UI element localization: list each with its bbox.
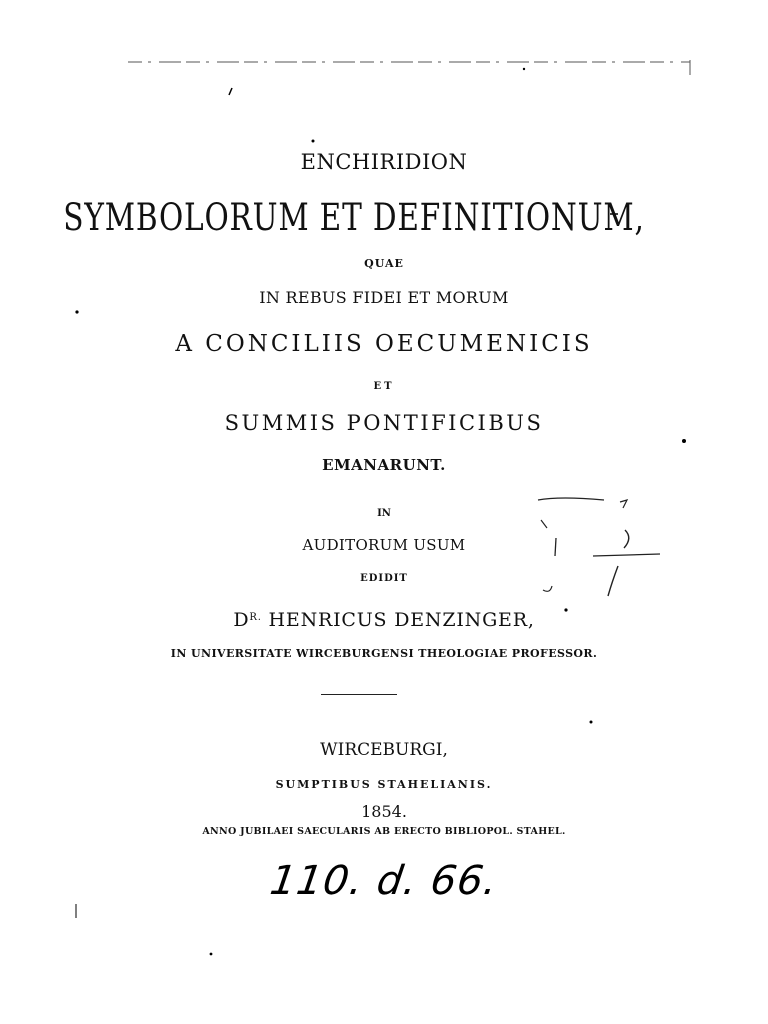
imprint-jubilee: ANNO JUBILAEI SAECULARIS AB ERECTO BIBLIOPOL. STAHEL.	[202, 826, 566, 837]
title-line-symbolorum: SYMBOLORUM ET DEFINITIONUM,	[63, 196, 645, 239]
title-line-emanarunt: EMANARUNT.	[322, 456, 446, 474]
author-prefix: D	[233, 609, 250, 631]
author-sup: R.	[249, 612, 262, 623]
title-line-in: IN	[377, 508, 391, 519]
divider-rule	[321, 694, 397, 695]
author-line	[0, 609, 768, 631]
title-line-conciliis: A CONCILIIS OECUMENICIS	[175, 331, 593, 357]
handwritten-shelfmark: 110. d. 66.	[267, 858, 501, 904]
title-line-edidit: EDIDIT	[360, 573, 408, 584]
imprint-place: WIRCEBURGI,	[320, 740, 448, 760]
imprint-year: 1854.	[361, 802, 407, 821]
title-line-in-rebus: IN REBUS FIDEI ET MORUM	[259, 288, 509, 307]
title-line-enchiridion: ENCHIRIDION	[300, 150, 468, 174]
author-title: IN UNIVERSITATE WIRCEBURGENSI THEOLOGIAE PROFESSOR.	[170, 647, 598, 660]
title-line-pontificibus: SUMMIS PONTIFICIBUS	[224, 411, 544, 435]
author-name: HENRICUS DENZINGER,	[261, 609, 535, 631]
imprint-publisher: SUMPTIBUS STAHELIANIS.	[275, 778, 493, 791]
title-line-et: ET	[373, 381, 395, 392]
title-line-auditorum: AUDITORUM USUM	[302, 536, 466, 554]
title-line-quae: QUAE	[364, 257, 404, 270]
